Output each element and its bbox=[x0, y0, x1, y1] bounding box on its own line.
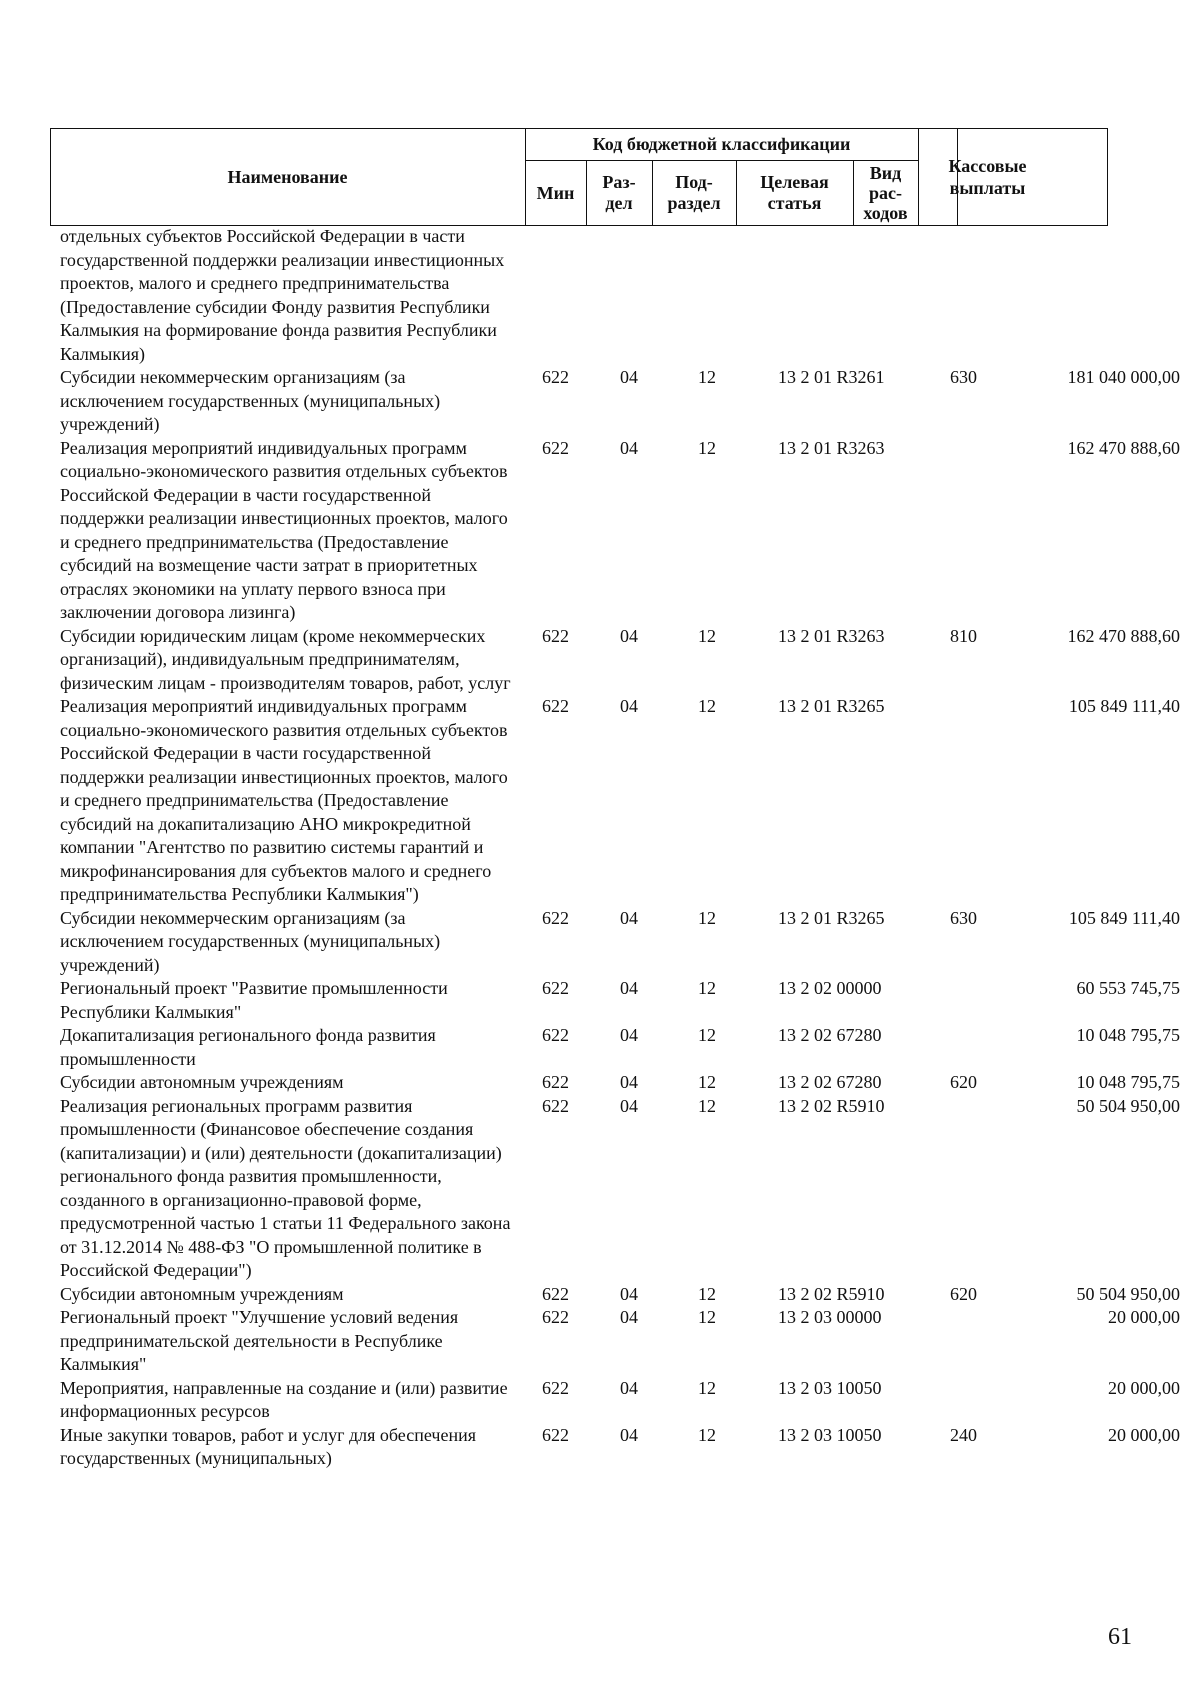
row-razdel: 04 bbox=[620, 367, 638, 387]
row-min: 622 bbox=[542, 696, 569, 716]
table-row bbox=[0, 907, 1200, 978]
row-vr bbox=[938, 437, 1010, 625]
header-podrazdel-line: раздел bbox=[667, 193, 721, 213]
row-razdel: 04 bbox=[620, 437, 638, 458]
row-sum: 50 504 950,00 bbox=[1076, 1095, 1180, 1116]
header-min: Мин bbox=[536, 182, 575, 203]
row-vr bbox=[938, 225, 1010, 366]
row-razdel: 04 bbox=[620, 1025, 638, 1045]
row-cs: 13 2 02 00000 bbox=[778, 978, 882, 998]
row-cs: 13 2 02 R5910 bbox=[778, 1283, 885, 1304]
row-podrazdel: 12 bbox=[698, 907, 716, 928]
table-row bbox=[0, 1424, 1200, 1471]
header-podrazdel bbox=[652, 160, 736, 226]
row-sum: 162 470 888,60 bbox=[1067, 625, 1180, 646]
header-name: Наименование bbox=[227, 166, 348, 187]
row-min bbox=[512, 225, 606, 366]
row-podrazdel: 12 bbox=[698, 437, 716, 458]
page-number: 61 bbox=[1108, 1624, 1132, 1650]
row-podrazdel: 12 bbox=[698, 978, 716, 998]
row-razdel: 04 bbox=[620, 1283, 638, 1304]
row-vr bbox=[938, 695, 1010, 907]
row-sum: 105 849 111,40 bbox=[1068, 696, 1180, 716]
row-min: 622 bbox=[542, 1424, 569, 1445]
row-name: отдельных субъектов Российской Федерации в части государственной поддержки реализации инвестиционных проектов, малого и среднего предпринимательства (Предоставление субсидии Фонду развития Республики Калмыкия на формирование фонда развития Республики Калмыкия) bbox=[60, 226, 505, 364]
header-vr-line: Вид bbox=[869, 163, 902, 183]
row-podrazdel: 12 bbox=[698, 367, 716, 387]
row-cs: 13 2 01 R3265 bbox=[778, 696, 885, 716]
table-row bbox=[0, 977, 1200, 1024]
row-cs: 13 2 03 00000 bbox=[778, 1307, 882, 1327]
table-row bbox=[0, 366, 1200, 437]
row-cs: 13 2 01 R3261 bbox=[778, 367, 885, 387]
table-body bbox=[0, 225, 1200, 1471]
row-podrazdel bbox=[660, 225, 748, 366]
row-sum: 20 000,00 bbox=[1108, 1424, 1180, 1445]
row-cs bbox=[748, 225, 938, 366]
row-sum: 162 470 888,60 bbox=[1067, 437, 1180, 458]
table-row bbox=[0, 1071, 1200, 1095]
row-razdel: 04 bbox=[620, 978, 638, 998]
row-name: Субсидии автономным учреждениям bbox=[60, 1283, 344, 1304]
table-row bbox=[0, 225, 1200, 366]
row-cs: 13 2 02 67280 bbox=[778, 1025, 882, 1045]
row-razdel: 04 bbox=[620, 1424, 638, 1445]
row-sum: 50 504 950,00 bbox=[1076, 1283, 1180, 1304]
row-podrazdel: 12 bbox=[698, 1424, 716, 1445]
row-cs: 13 2 01 R3263 bbox=[778, 437, 885, 458]
row-vr: 620 bbox=[950, 1072, 977, 1092]
header-razdel-line: дел bbox=[605, 193, 633, 213]
row-sum: 105 849 111,40 bbox=[1068, 907, 1180, 928]
row-podrazdel: 12 bbox=[698, 696, 716, 716]
row-vr: 630 bbox=[950, 907, 977, 928]
table-header bbox=[50, 128, 958, 226]
row-vr bbox=[938, 1377, 1010, 1424]
row-name: Докапитализация регионального фонда развития промышленности bbox=[60, 1025, 436, 1069]
row-min: 622 bbox=[542, 625, 569, 646]
row-sum: 20 000,00 bbox=[1108, 1377, 1180, 1398]
row-podrazdel: 12 bbox=[698, 1283, 716, 1304]
row-vr: 810 bbox=[950, 625, 977, 646]
row-min: 622 bbox=[542, 367, 569, 387]
row-sum: 60 553 745,75 bbox=[1076, 978, 1180, 998]
row-min: 622 bbox=[542, 978, 569, 998]
row-podrazdel: 12 bbox=[698, 1307, 716, 1327]
row-vr: 240 bbox=[950, 1424, 977, 1445]
row-min: 622 bbox=[542, 437, 569, 458]
row-sum bbox=[1010, 225, 1180, 366]
row-cs: 13 2 03 10050 bbox=[778, 1424, 882, 1445]
row-razdel: 04 bbox=[620, 625, 638, 646]
table-row bbox=[0, 625, 1200, 696]
row-vr bbox=[938, 1024, 1010, 1071]
table-row bbox=[0, 1283, 1200, 1307]
row-sum: 181 040 000,00 bbox=[1067, 367, 1180, 387]
row-name: Субсидии некоммерческим организациям (за исключением государственных (муниципальных) учреждений) bbox=[60, 907, 441, 975]
row-name: Субсидии автономным учреждениям bbox=[60, 1072, 344, 1092]
row-podrazdel: 12 bbox=[698, 1377, 716, 1398]
row-vr: 620 bbox=[950, 1283, 977, 1304]
row-razdel: 04 bbox=[620, 1072, 638, 1092]
row-vr bbox=[938, 1095, 1010, 1283]
header-podrazdel-line: Под- bbox=[675, 172, 713, 192]
row-min: 622 bbox=[542, 1072, 569, 1092]
row-vr: 630 bbox=[950, 367, 977, 387]
row-min: 622 bbox=[542, 907, 569, 928]
row-razdel: 04 bbox=[620, 1095, 638, 1116]
header-vr-line: рас- bbox=[869, 183, 902, 203]
row-podrazdel: 12 bbox=[698, 1072, 716, 1092]
row-cs: 13 2 02 R5910 bbox=[778, 1095, 885, 1116]
table-row bbox=[0, 695, 1200, 907]
row-min: 622 bbox=[542, 1283, 569, 1304]
table-row bbox=[0, 1024, 1200, 1071]
row-cs: 13 2 01 R3263 bbox=[778, 625, 885, 646]
header-vr-line: ходов bbox=[863, 203, 908, 223]
row-sum: 10 048 795,75 bbox=[1076, 1025, 1180, 1045]
row-podrazdel: 12 bbox=[698, 625, 716, 646]
row-podrazdel: 12 bbox=[698, 1095, 716, 1116]
row-razdel: 04 bbox=[620, 696, 638, 716]
header-razdel bbox=[586, 160, 652, 226]
row-name: Субсидии юридическим лицам (кроме некоммерческих организаций), индивидуальным предпринимателям, физическим лицам - производителям товаров, работ, услуг bbox=[60, 625, 511, 693]
header-cs-line: Целевая bbox=[760, 172, 829, 192]
header-razdel-line: Раз- bbox=[602, 172, 636, 192]
row-name: Реализация региональных программ развития промышленности (Финансовое обеспечение создания (капитализации) и (или) деятельности (докапитализации) регионального фонда развития промышленности, созданного в организационно-правовой форме, предусмотренной частью 1 статьи 11 Федерального закона от 31.12.2014 № 488-ФЗ "О промышленной политике в Российской Федерации") bbox=[60, 1095, 511, 1280]
row-name: Региональный проект "Развитие промышленности Республики Калмыкия" bbox=[60, 978, 448, 1022]
header-cs-line: статья bbox=[767, 193, 822, 213]
table-row bbox=[0, 1377, 1200, 1424]
row-min: 622 bbox=[542, 1377, 569, 1398]
row-razdel: 04 bbox=[620, 1307, 638, 1327]
row-cs: 13 2 02 67280 bbox=[778, 1072, 882, 1092]
row-razdel: 04 bbox=[620, 1377, 638, 1398]
table-row bbox=[0, 437, 1200, 625]
row-cs: 13 2 03 10050 bbox=[778, 1377, 882, 1398]
row-vr bbox=[938, 977, 1010, 1024]
header-sum-line: выплаты bbox=[949, 178, 1026, 198]
row-sum: 20 000,00 bbox=[1108, 1307, 1180, 1327]
row-razdel bbox=[606, 225, 660, 366]
row-min: 622 bbox=[542, 1025, 569, 1045]
header-group: Код бюджетной классификации bbox=[592, 133, 851, 154]
row-sum: 10 048 795,75 bbox=[1076, 1072, 1180, 1092]
table-row bbox=[0, 1095, 1200, 1283]
row-name: Реализация мероприятий индивидуальных программ социально-экономического развития отдельных субъектов Российской Федерации в части государственной поддержки реализации инвестиционных проектов, малого и среднего предпринимательства (Предоставление субсидий на докапитализацию АНО микрокредитной компании "Агентство по развитию системы гарантий и микрофинансирования для субъектов малого и среднего предпринимательства Республики Калмыкия") bbox=[60, 696, 508, 904]
row-name: Реализация мероприятий индивидуальных программ социально-экономического развития отдельных субъектов Российской Федерации в части государственной поддержки реализации инвестиционных проектов, малого и среднего предпринимательства (Предоставление субсидий на возмещение части затрат в приоритетных отраслях экономики на уплату первого взноса при заключении договора лизинга) bbox=[60, 437, 508, 622]
row-min: 622 bbox=[542, 1307, 569, 1327]
header-sum bbox=[868, 128, 1108, 226]
row-name: Мероприятия, направленные на создание и (или) развитие информационных ресурсов bbox=[60, 1377, 508, 1421]
row-vr bbox=[938, 1306, 1010, 1377]
row-cs: 13 2 01 R3265 bbox=[778, 907, 885, 928]
row-min: 622 bbox=[542, 1095, 569, 1116]
header-sum-line: Кассовые bbox=[948, 156, 1027, 176]
header-cs bbox=[736, 160, 853, 226]
row-name: Региональный проект "Улучшение условий ведения предпринимательской деятельности в Республике Калмыкия" bbox=[60, 1307, 459, 1374]
row-razdel: 04 bbox=[620, 907, 638, 928]
row-podrazdel: 12 bbox=[698, 1025, 716, 1045]
table-row bbox=[0, 1306, 1200, 1377]
row-name: Иные закупки товаров, работ и услуг для обеспечения государственных (муниципальных) bbox=[60, 1424, 476, 1468]
row-name: Субсидии некоммерческим организациям (за исключением государственных (муниципальных) учреждений) bbox=[60, 367, 441, 434]
